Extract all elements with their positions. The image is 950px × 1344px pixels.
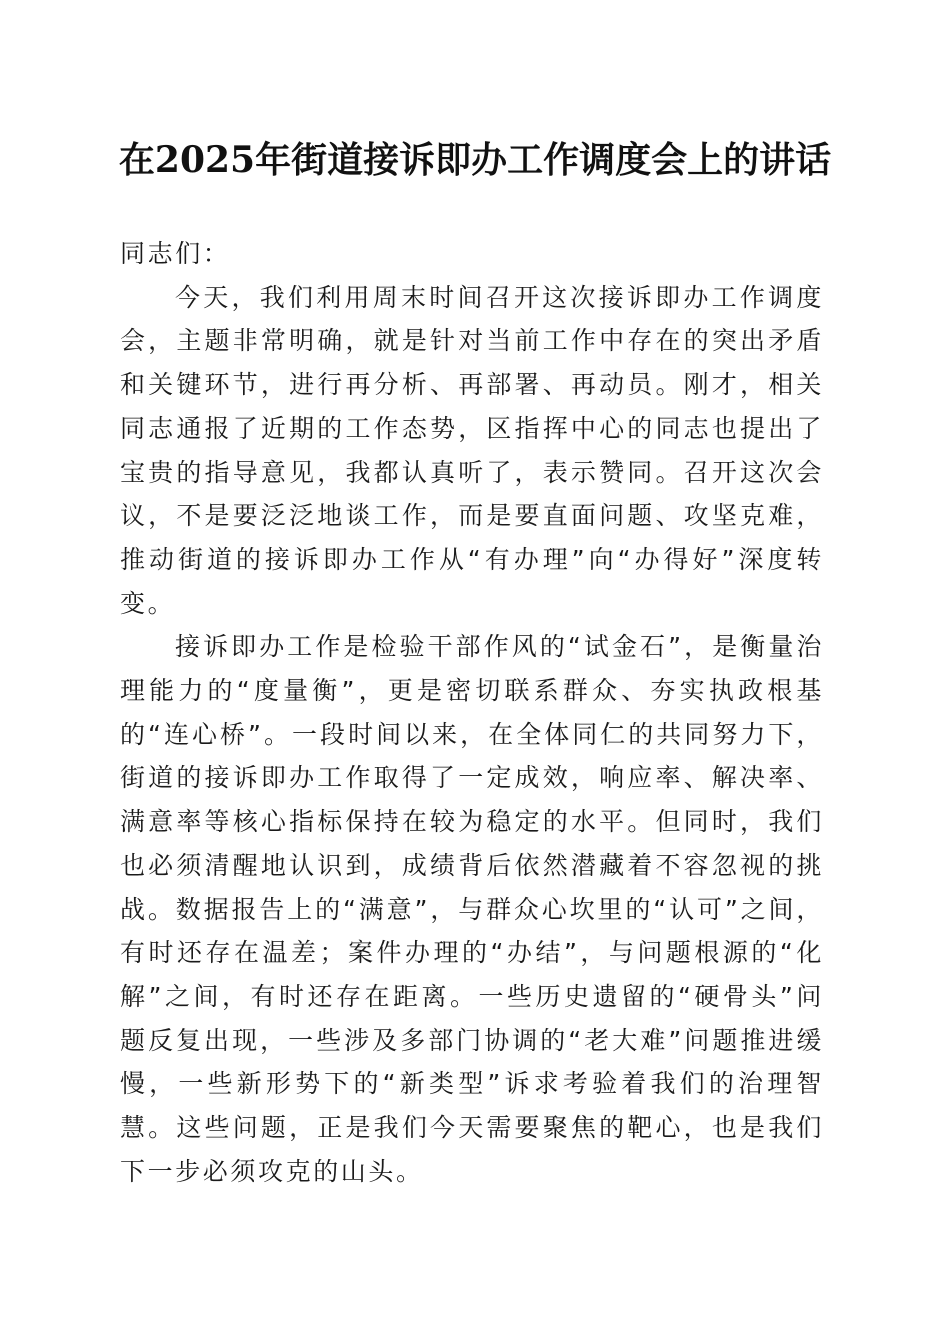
salutation: 同志们： <box>120 239 231 268</box>
paragraph: 今天，我们利用周末时间召开这次接诉即办工作调度会，主题非常明确，就是针对当前工作中存在的突出矛盾和关键环节，进行再分析、再部署、再动员。刚才，相关同志通报了近期的工作态势，区指挥中心的同志也提出了宝贵的指导意见，我都认真听了，表示赞同。召开这次会议，不是要泛泛地谈工作，而是要直面问题、攻坚克难，推动街道的接诉即办工作从“有办理”向“办得好”深度转变。 <box>120 282 824 618</box>
paragraph: 接诉即办工作是检验干部作风的“试金石”，是衡量治理能力的“度量衡”，更是密切联系群众、夯实执政根基的“连心桥”。一段时间以来，在全体同仁的共同努力下，街道的接诉即办工作取得了一定成效，响应率、解决率、满意率等核心指标保持在较为稳定的水平。但同时，我们也必须清醒地认识到，成绩背后依然潜藏着不容忽视的挑战。数据报告上的“满意”，与群众心坎里的“认可”之间，有时还存在温差；案件办理的“办结”，与问题根源的“化解”之间，有时还存在距离。一些历史遗留的“硬骨头”问题反复出现，一些涉及多部门协调的“老大难”问题推进缓慢，一些新形势下的“新类型”诉求考验着我们的治理智慧。这些问题，正是我们今天需要聚焦的靶心，也是我们下一步必须攻克的山头。 <box>120 632 824 1186</box>
document-title: 在2025年街道接诉即办工作调度会上的讲话 <box>118 139 832 181</box>
document-body <box>120 232 824 1193</box>
